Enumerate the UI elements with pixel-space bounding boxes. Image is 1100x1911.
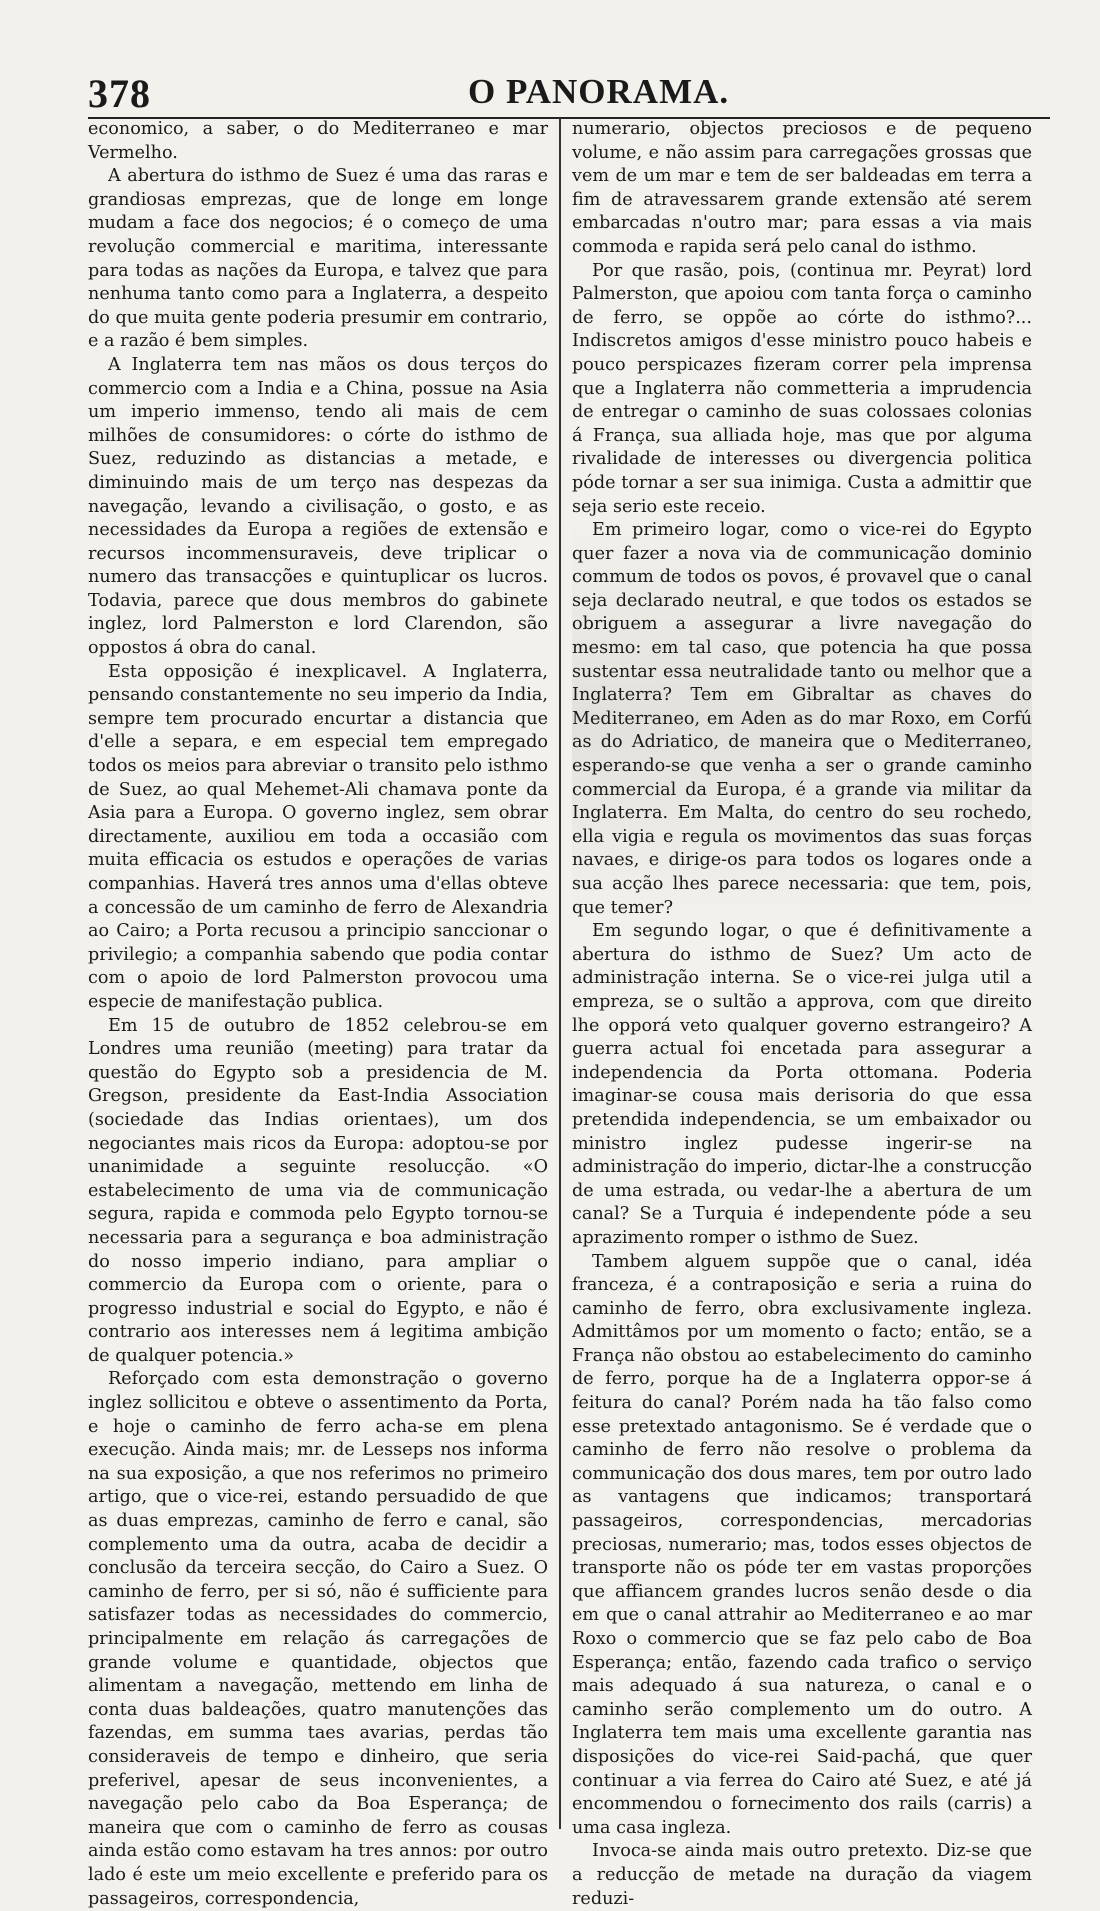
article-columns [88, 118, 1050, 1909]
paragraph: A Inglaterra tem nas mãos os dous terços do commercio com a India e a China, possue na Asia um imperio immenso, tendo ali mais de cem milhões de consumidores: o córte do isthmo de Suez, reduzindo as distancias a metade, e diminuindo mais de um terço nas despezas da navegação, levando a civilisação, o gosto, e as necessidades da Europa a regiões de extensão e recursos incommensuraveis, deve triplicar o numero das transacções e quintuplicar os lucros. Todavia, parece que dous membros do gabinete inglez, lord Palmerston e lord Clarendon, são oppostos á obra do canal. [88, 354, 548, 659]
paragraph: Em primeiro logar, como o vice-rei do Egypto quer fazer a nova via de communicação dominio commum de todos os povos, é provavel que o canal seja declarado neutral, e que todos os estados se obriguem a assegurar a livre navegação do mesmo: em tal caso, que potencia ha que possa sustentar essa neutralidade tanto ou melhor que a Inglaterra? Tem em Gibraltar as chaves do Mediterraneo, em Aden as do mar Roxo, em Corfú as do Adriatico, de maneira que o Mediterraneo, esperando-se que venha a ser o grande caminho commercial da Europa, é a grande via militar da Inglaterra. Em Malta, do centro do seu rochedo, ella vigia e regula os movimentos das suas forças navaes, e dirige-os para todos os logares onde a sua acção lhes parece necessaria: que tem, pois, que temer? [572, 519, 1032, 920]
paragraph: numerario, objectos preciosos e de pequeno volume, e não assim para carregações grossas que vem de um mar e tem de ser baldeadas em terra a fim de atravessarem grande extensão até serem embarcadas n'outro mar; para essas a via mais commoda e rapida será pelo canal do isthmo. [572, 119, 1032, 257]
paragraph: Invoca-se ainda mais outro pretexto. Diz-se que a reducção de metade na duração da viagem reduzi- [572, 1841, 1032, 1909]
page-number: 378 [88, 71, 151, 116]
paragraph: Por que rasão, pois, (continua mr. Peyrat) lord Palmerston, que apoiou com tanta força o caminho de ferro, se oppõe ao córte do isthmo?... Indiscretos amigos d'esse ministro pouco habeis e pouco perspicazes fizeram correr pela imprensa que a Inglaterra não commetteria a imprudencia de entregar o caminho de suas colossaes colonias á França, sua alliada hoje, mas que por alguma rivalidade de interesses ou divergencia politica póde tornar a ser sua inimiga. Custa a admittir que seja serio este receio. [572, 260, 1032, 517]
paragraph: Em 15 de outubro de 1852 celebrou-se em Londres uma reunião (meeting) para tratar da questão do Egypto sob a presidencia de M. Gregson, presidente da East-India Association (sociedade das Indias orientaes), um dos negociantes mais ricos da Europa: adoptou-se por unanimidade a seguinte resolucção. «O estabelecimento de uma via de communicação segura, rapida e commoda pelo Egypto tornou-se necessaria para a segurança e boa administração do nosso imperio indiano, para ampliar o commercio da Europa com o oriente, para o progresso industrial e social do Egypto, e não é contrario aos interesses nem á legitima ambição de qualquer potencia.» [88, 1015, 548, 1366]
paragraph: economico, a saber, o do Mediterraneo e mar Vermelho. [88, 119, 548, 163]
paragraph: Tambem alguem suppõe que o canal, idéa franceza, é a contraposição e seria a ruina do caminho de ferro, obra exclusivamente ingleza. Admittâmos por um momento o facto; então, se a França não obstou ao estabelecimento do caminho de ferro, porque ha de a Inglaterra oppor-se á feitura do canal? Porém nada ha tão falso como esse pretextado antagonismo. Se é verdade que o caminho de ferro não resolve o problema da communicação dos dous mares, tem por outro lado as vantagens que indicamos; transportará passageiros, correspondencias, mercadorias preciosas, numerario; mas, todos esses objectos de transporte não os póde ter em vastas proporções que affiancem grandes lucros senão desde o dia em que o canal attrahir ao Mediterraneo e ao mar Roxo o commercio que se faz pelo cabo de Boa Esperança; então, fazendo cada trafico o serviço mais adequado á sua natureza, o canal e o caminho serão complemento um do outro. A Inglaterra tem mais uma excellente garantia nas disposições do vice-rei Said-pachá, que quer continuar a via ferrea do Cairo até Suez, e até já encommendou o fornecimento dos rails (carris) a uma casa ingleza. [572, 1251, 1032, 1838]
page-header [88, 62, 1050, 116]
right-column [562, 118, 1032, 1909]
paragraph: Esta opposição é inexplicavel. A Inglaterra, pensando constantemente no seu imperio da India, sempre tem procurado encurtar a distancia que d'elle a separa, e em especial tem empregado todos os meios para abreviar o transito pelo isthmo de Suez, ao qual Mehemet-Ali chamava ponte da Asia para a Europa. O governo inglez, sem obrar directamente, auxiliou em toda a occasião com muita efficacia os estudos e operações de varias companhias. Haverá tres annos uma d'ellas obteve a concessão de um caminho de ferro de Alexandria ao Cairo; a Porta recusou a principio sanccionar o privilegio; a companhia sabendo que podia contar com o apoio de lord Palmerston provocou uma especie de manifestação publica. [88, 661, 548, 1012]
paragraph: A abertura do isthmo de Suez é uma das raras e grandiosas emprezas, que de longe em longe mudam a face dos negocios; é o começo de uma revolução commercial e maritima, interessante para todas as nações da Europa, e talvez que para nenhuma tanto como para a Inglaterra, a despeito do que muita gente poderia presumir em contrario, e a razão é bem simples. [88, 166, 548, 352]
column-divider [559, 118, 561, 1829]
paragraph: Em segundo logar, o que é definitivamente a abertura do isthmo de Suez? Um acto de administração interna. Se o vice-rei julga util a empreza, se o sultão a approva, com que direito lhe opporá veto qualquer governo estrangeiro? A guerra actual foi encetada para assegurar a independencia da Porta ottomana. Poderia imaginar-se cousa mais derisoria do que essa pretendida independencia, se um embaixador ou ministro inglez pudesse ingerir-se na administração do imperio, dictar-lhe a construcção de uma estrada, ou vedar-lhe a abertura de um canal? Se a Turquia é independente póde a seu aprazimento romper o isthmo de Suez. [572, 921, 1032, 1248]
journal-title: O PANORAMA. [468, 72, 730, 111]
left-column [88, 118, 558, 1909]
paragraph: Reforçado com esta demonstração o governo inglez sollicitou e obteve o assentimento da Porta, e hoje o caminho de ferro acha-se em plena execução. Ainda mais; mr. de Lesseps nos informa na sua exposição, a que nos referimos no primeiro artigo, que o vice-rei, estando persuadido de que as duas emprezas, caminho de ferro e canal, são complemento uma da outra, acaba de decidir a conclusão da terceira secção, do Cairo a Suez. O caminho de ferro, per si só, não é sufficiente para satisfazer todas as necessidades do commercio, principalmente em relação ás carregações de grande volume e quantidade, objectos que alimentam a navegação, mettendo em linha de conta duas baldeações, quatro manutenções das fazendas, em summa taes avarias, perdas tão consideraveis de tempo e dinheiro, que seria preferivel, apesar de seus inconvenientes, a navegação pelo cabo da Boa Esperança; de maneira que com o caminho de ferro as cousas ainda estão como estavam ha tres annos: por outro lado é este um meio excellente e preferido para os passageiros, correspondencia, [88, 1369, 548, 1909]
